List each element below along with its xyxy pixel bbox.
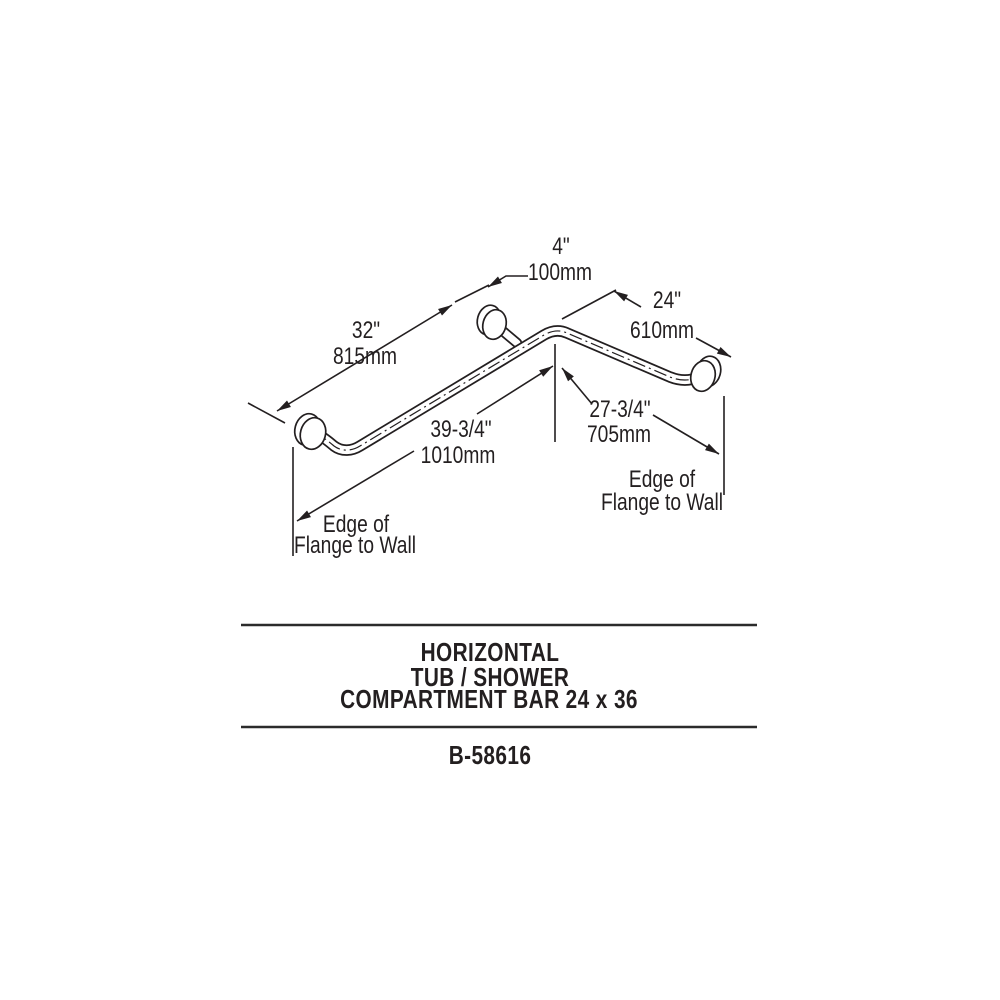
corner-extension-line — [562, 290, 616, 319]
right-edge-note-line1: Edge of — [628, 466, 696, 493]
middle-flange-extension-line — [455, 285, 489, 302]
product-title-line1: HORIZONTAL — [420, 637, 560, 667]
dim-100mm-label: 100mm — [527, 259, 593, 286]
dim-27-leader-upper — [562, 368, 592, 404]
dim-610mm-label: 610mm — [629, 317, 695, 344]
dim-100mm-leader — [488, 276, 528, 287]
dim-39in-label: 39-3/4" — [430, 416, 492, 443]
right-flange — [687, 353, 724, 394]
left-flange-extension-line — [248, 403, 285, 423]
dim-4in-label: 4" — [552, 233, 570, 260]
product-title-line2: TUB / SHOWER — [410, 662, 570, 692]
dim-815mm-label: 815mm — [332, 343, 398, 370]
left-edge-note-line2: Flange to Wall — [293, 532, 417, 559]
dim-705mm-label: 705mm — [586, 421, 652, 448]
dim-27in-label: 27-3/4" — [589, 396, 651, 423]
product-title-line3: COMPARTMENT BAR 24 x 36 — [340, 684, 638, 714]
dim-32in-label: 32" — [351, 317, 381, 344]
left-flange — [291, 411, 329, 452]
dim-1010mm-label: 1010mm — [420, 442, 496, 469]
right-edge-note-line2: Flange to Wall — [600, 489, 724, 516]
dim-24-line-lower — [696, 338, 731, 357]
dim-24-line-upper — [614, 291, 641, 307]
dim-27-leader-lower — [653, 415, 719, 454]
left-edge-note-line1: Edge of — [322, 511, 390, 538]
model-number: B-58616 — [448, 740, 532, 770]
dim-24in-label: 24" — [652, 287, 682, 314]
